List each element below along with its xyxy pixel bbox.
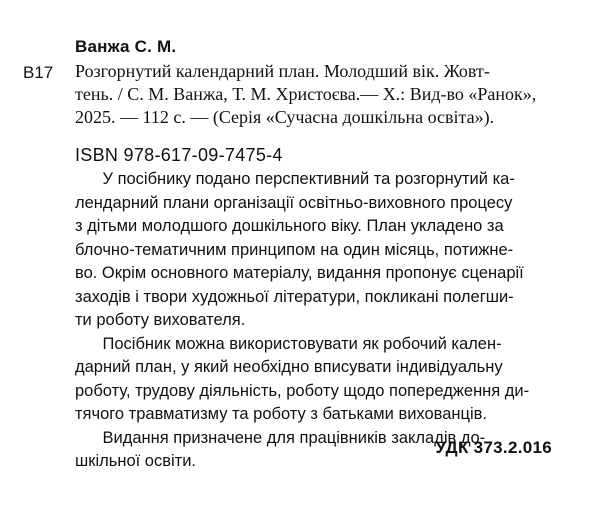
- annotation-line: роботу, трудову діяльність, роботу щодо попередження ди-: [75, 381, 530, 400]
- annotation-text: [75, 168, 555, 474]
- annotation-line: ти роботу вихователя.: [75, 311, 246, 329]
- catalog-line: 2025. — 112 с. — (Серія «Сучасна дошкільна освіта»).: [75, 107, 495, 127]
- isbn-number: ISBN 978-617-09-7475-4: [75, 145, 283, 165]
- annotation-line: во. Окрім основного матеріалу, видання пропонує сценарії: [75, 264, 524, 282]
- annotation-line: з дітьми молодшого дошкільного віку. План укладено за: [75, 217, 504, 235]
- library-code: В17: [23, 63, 54, 82]
- annotation-line: блочно-тематичним принципом на один місяць, потижне-: [75, 240, 514, 259]
- annotation-line: дарний план, у який необхідно вписувати індивідуальну: [75, 358, 503, 376]
- annotation-line: лендарний плани організації освітньо-виховного процесу: [75, 193, 513, 212]
- author-heading: Ванжа С. М.: [75, 37, 177, 56]
- annotation-line: заходів і твори художньої літератури, покликані полегши-: [75, 287, 514, 306]
- annotation-line: Видання призначене для працівників закладів до-: [75, 428, 486, 447]
- catalog-line: Розгорнутий календарний план. Молодший вік. Жовт-: [75, 61, 490, 81]
- annotation-line: Посібник можна використовувати як робочий кален-: [75, 334, 502, 353]
- catalog-line: тень. / С. М. Ванжа, Т. М. Христоєва.— Х.: Вид-во «Ранок»,: [75, 84, 537, 104]
- annotation-line: У посібнику подано перспективний та розгорнутий ка-: [75, 170, 515, 188]
- annotation-line: шкільної освіти.: [75, 452, 197, 470]
- udc-code: УДК 373.2.016: [435, 438, 552, 457]
- annotation-line: тячого травматизму та роботу з батьками вихованців.: [75, 405, 488, 423]
- bibliographic-description: [75, 60, 555, 129]
